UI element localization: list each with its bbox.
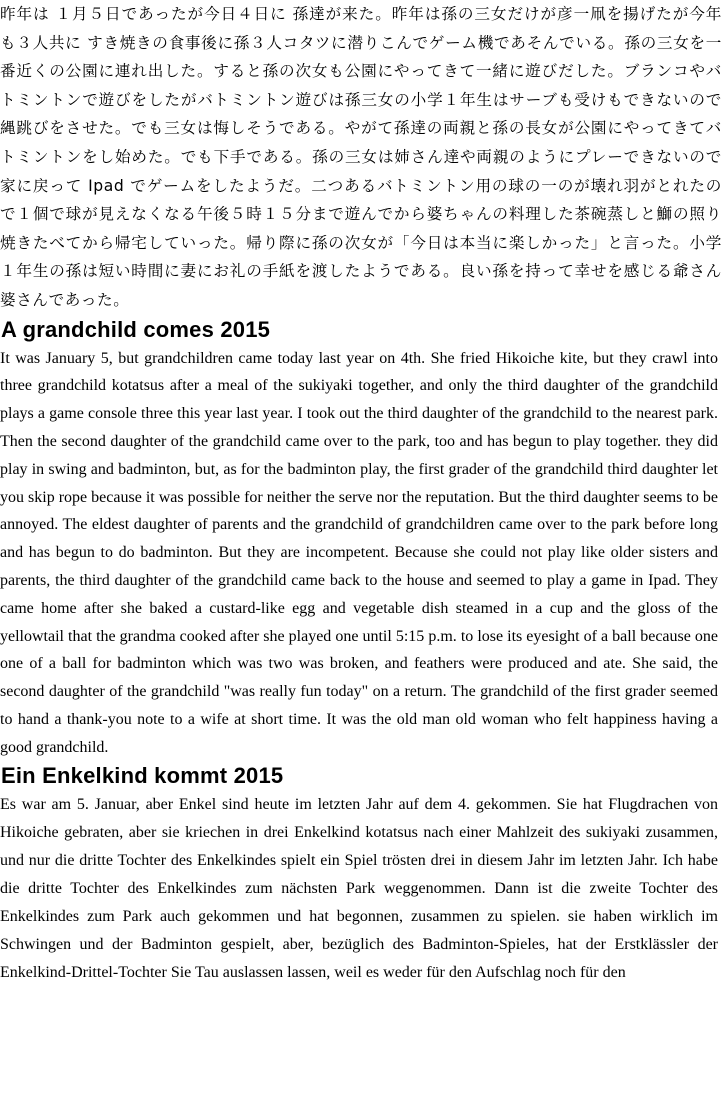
english-paragraph: It was January 5, but grandchildren came today last year on 4th. She fried Hikoiche kite, but they crawl into three grandchild kotatsus after a meal of the sukiyaki together, and only the third daughter of the grandchild plays a game console three this year last year. I took out the third daughter of the grandchild to the nearest park. Then the second daughter of the grandchild came over to the park, too and has begun to play together. they did play in swing and badminton, but, as for the badminton play, the first grader of the grandchild third daughter let you skip rope because it was possible for neither the serve nor the reputation. But the third daughter seems to be annoyed. The eldest daughter of parents and the grandchild of grandchildren came over to the park before long and has begun to do badminton. But they are incompetent. Because she could not play like older sisters and parents, the third daughter of the grandchild came back to the house and seemed to play a game in Ipad. They came home after she baked a custard-like egg and vegetable dish steamed in a cup and the gloss of the yellowtail that the grandma cooked after she played one until 5:15 p.m. to lose its eyesight of a ball because one one of a ball for badminton which was two was broken, and feathers were produced and ate. She said, the second daughter of the grandchild "was really fun today" on a return. The grandchild of the first grader seemed to hand a thank-you note to a wife at short time. It was the old man old woman who felt happiness having a good grandchild. [0,349,718,756]
german-paragraph: Es war am 5. Januar, aber Enkel sind heute im letzten Jahr auf dem 4. gekommen. Sie hat Flugdrachen von Hikoiche gebraten, aber sie kriechen in drei Enkelkind kotatsus nach einer Mahlzeit des sukiyaki zusammen, und nur die dritte Tochter des Enkelkindes spielt ein Spiel trösten drei in diesem Jahr im letzten Jahr. Ich habe die dritte Tochter des Enkelkindes zum nächsten Park weggenommen. Dann ist die zweite Tochter des Enkelkindes zum Park auch gekommen und hat begonnen, zusammen zu spielen. sie haben wirklich im Schwingen und der Badminton gespielt, aber, bezüglich des Badminton-Spieles, hat der Erstklässler der Enkelkind-Drittel-Tochter Sie Tau auslassen lassen, weil es weder für den Aufschlag noch für den [0,796,718,981]
japanese-paragraph: 昨年は １月５日であったが今日４日に 孫達が来た。昨年は孫の三女だけが彦一凧を揚げたが今年も３人共に すき焼きの食事後に孫３人コタツに潜りこんでゲーム機であそんでいる。孫の三女を一番近くの公園に連れ出した。すると孫の次女も公園にやってきて一緒に遊びだした。ブランコやバトミントンで遊びをしたがバトミントン遊びは孫三女の小学１年生はサーブも受けもできないので縄跳びをさせた。でも三女は悔しそうである。やがて孫達の両親と孫の長女が公園にやってきてバトミントンをし始めた。でも下手である。孫の三女は姉さん達や両親のようにプレーできないので家に戻って Ipad でゲームをしたようだ。二つあるバトミントン用の球の一のが壊れ羽がとれたので１個で球が見えなくなる午後５時１５分まで遊んでから婆ちゃんの料理した茶碗蒸しと鰤の照り焼きたべてから帰宅していった。帰り際に孫の次女が「今日は本当に楽しかった」と言った。小学１年生の孫は短い時間に妻にお礼の手紙を渡したようである。良い孫を持って幸せを感じる爺さん婆さんであった。 [0,5,722,309]
german-heading: Ein Enkelkind kommt 2015 [1,763,284,789]
english-heading: A grandchild comes 2015 [1,316,271,342]
